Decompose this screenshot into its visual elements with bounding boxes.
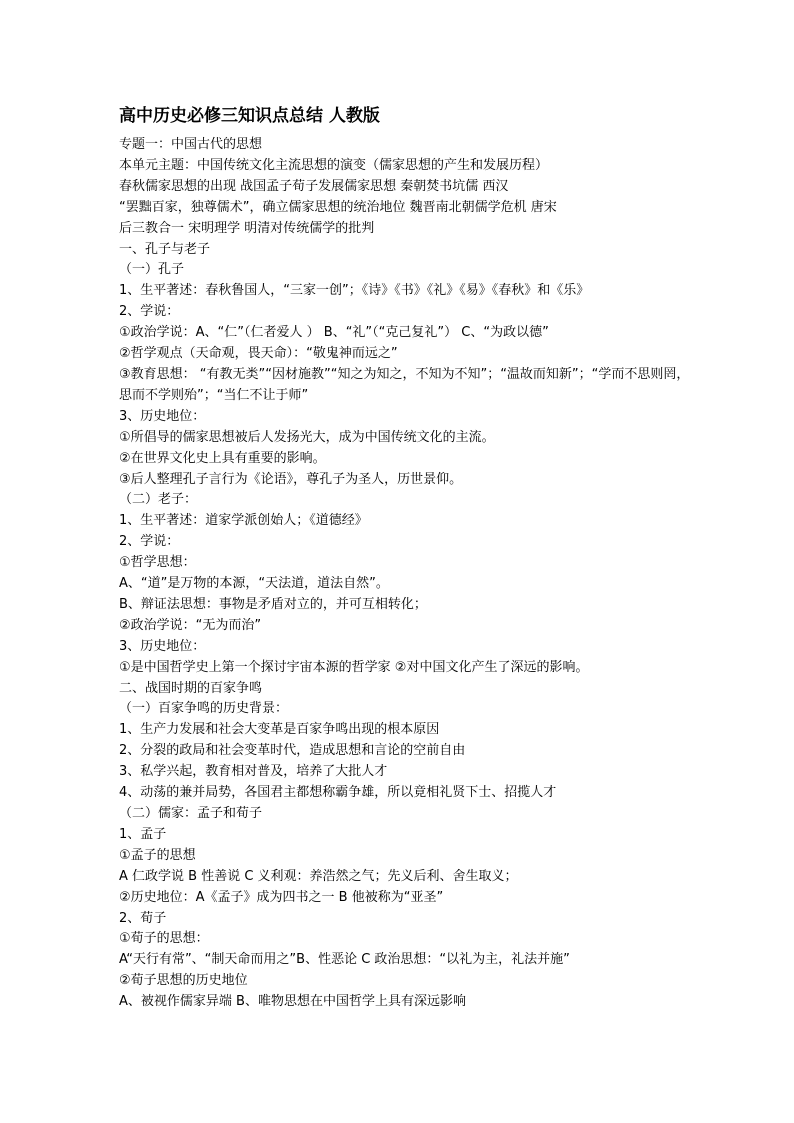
paragraph-line: ②在世界文化史上具有重要的影响。 [119,450,326,466]
paragraph-line: 本单元主题：中国传统文化主流思想的演变（儒家思想的产生和发展历程） [119,157,549,173]
paragraph-line: A、被视作儒家异端 B、唯物思想在中国哲学上具有深远影响 [119,994,466,1010]
paragraph-line: 1、生平著述：道家学派创始人；《道德经》 [119,513,368,529]
paragraph-line: 3、历史地位： [119,638,206,654]
paragraph-line: 春秋儒家思想的出现 战国孟子荀子发展儒家思想 秦朝焚书坑儒 西汉 [119,178,509,194]
paragraph-line: 3、私学兴起，教育相对普及，培养了大批人才 [119,764,388,780]
paragraph-line: B、辩证法思想：事物是矛盾对立的，并可互相转化； [119,596,427,612]
paragraph-line: 2、分裂的政局和社会变革时代，造成思想和言论的空前自由 [119,743,466,759]
section-heading: 一、孔子与老子 [119,241,211,257]
section-heading: 二、战国时期的百家争鸣 [119,680,263,696]
paragraph-line: ③后人整理孔子言行为《论语》，尊孔子为圣人，历世景仰。 [119,471,463,487]
document-title: 高中历史必修三知识点总结 人教版 [119,106,380,126]
paragraph-line: 1、孟子 [119,826,167,842]
document-body [119,104,699,1013]
paragraph-line: ①孟子的思想 [119,847,196,863]
paragraph-line: ②哲学观点（天命观，畏天命）：“敬鬼神而远之” [119,346,398,362]
paragraph-line: ①是中国哲学史上第一个探讨宇宙本源的哲学家 ②对中国文化产生了深远的影响。 [119,659,589,675]
paragraph-line: ③教育思想： “有教无类”“因材施教”“知之为知之，不知为不知”；“温故而知新”；“学而不思则罔，思而不学则殆”；“当仁不让于师” [119,366,690,403]
paragraph-line: 1、生产力发展和社会大变革是百家争鸣出现的根本原因 [119,722,440,738]
paragraph-line: 2、学说： [119,304,180,320]
paragraph-line: 3、历史地位： [119,408,206,424]
paragraph-line: 2、荀子 [119,910,167,926]
paragraph-line: ②荀子思想的历史地位 [119,973,248,989]
paragraph-line: A、“道”是万物的本源，“天法道，道法自然”。 [119,576,389,592]
section-heading: 专题一：中国古代的思想 [119,137,263,152]
paragraph-line: 2、学说： [119,534,180,550]
subsection-heading: （二）儒家：孟子和荀子 [119,806,263,821]
paragraph-line: “罢黜百家，独尊儒术”，确立儒家思想的统治地位 魏晋南北朝儒学危机 唐宋 [119,199,557,215]
paragraph-line: 1、生平著述：春秋鲁国人，“三家一创”；《诗》《书》《礼》《易》《春秋》和《乐》 [119,283,590,299]
paragraph-line: ①所倡导的儒家思想被后人发扬光大，成为中国传统文化的主流。 [119,429,495,445]
subsection-heading: （一）百家争鸣的历史背景： [119,701,289,717]
paragraph-line: A“天行有常”、“制天命而用之”B、性恶论 C 政治思想：“以礼为主，礼法并施” [119,952,570,968]
paragraph-line: ①哲学思想： [119,555,196,571]
paragraph-line: 后三教合一 宋明理学 明清对传统儒学的批判 [119,220,375,236]
paragraph-line: ②历史地位：A《孟子》成为四书之一 B 他被称为“亚圣” [119,889,444,905]
paragraph-line: ②政治学说：“无为而治” [119,617,262,633]
subsection-heading: （二）老子： [119,492,198,508]
paragraph-line: 4、动荡的兼并局势，各国君主都想称霸争雄，所以竟相礼贤下士、招揽人才 [119,785,557,801]
paragraph-line: ①政治学说：A、“仁”（仁者爱人 ） B、“礼”（“克己复礼”） C、“为政以德” [119,325,549,341]
paragraph-line: A 仁政学说 B 性善说 C 义利观：养浩然之气；先义后利、舍生取义； [119,868,518,884]
subsection-heading: （一）孔子 [119,262,185,278]
paragraph-line: ①荀子的思想： [119,931,209,947]
